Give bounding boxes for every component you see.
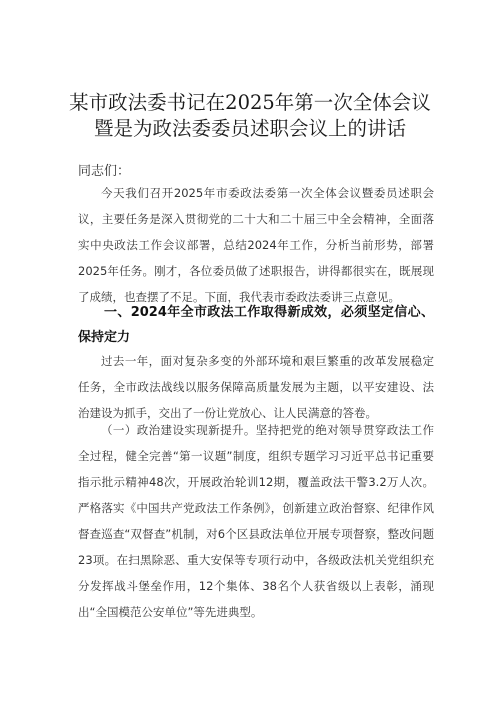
document-title <box>60 90 440 142</box>
paragraph-opening: 今天我们召开2025年市委政法委第一次全体会议暨委员述职会议，主要任务是深入贯彻党的二十大和二十届三中全会精神，全面落实中央政法工作会议部署，总结2024年工作，分析当前形势，部署2025年任务。刚才，各位委员做了述职报告，讲得都很实在，既展现了成绩，也查摆了不足。下面，我代表市委政法委讲三点意见。 <box>78 186 434 304</box>
section-heading-1: 一、2024年全市政法工作取得新成效，必须坚定信心、保持定力 <box>78 305 434 345</box>
title-line-1: 某市政法委书记在2025年第一次全体会议 <box>69 91 431 114</box>
paragraph-overview: 过去一年，面对复杂多变的外部环境和艰巨繁重的改革发展稳定任务，全市政法战线以服务保障高质量发展为主题，以平安建设、法治建设为抓手，交出了一份让党放心、让人民满意的答卷。 <box>78 354 434 420</box>
salutation: 同志们： <box>78 164 131 179</box>
paragraph-political-construction: （一）政治建设实现新提升。坚持把党的绝对领导贯穿政法工作全过程，健全完善“第一议题”制度，组织专题学习习近平总书记重要指示批示精神48次，开展政治轮训12期，覆盖政法干警3.2万人次。严格落实《中国共产党政法工作条例》，创新建立政治督察、纪律作风督查巡查“双督查”机制，对6个区县政法单位开展专项督察，整改问题23项。在扫黑除恶、重大安保等专项行动中，各级政法机关党组织充分发挥战斗堡垒作用，12个集体、38名个人获省级以上表彰，涌现出“全国模范公安单位”等先进典型。 <box>78 423 434 619</box>
title-line-2: 暨是为政法委委员述职会议上的讲话 <box>93 117 406 140</box>
